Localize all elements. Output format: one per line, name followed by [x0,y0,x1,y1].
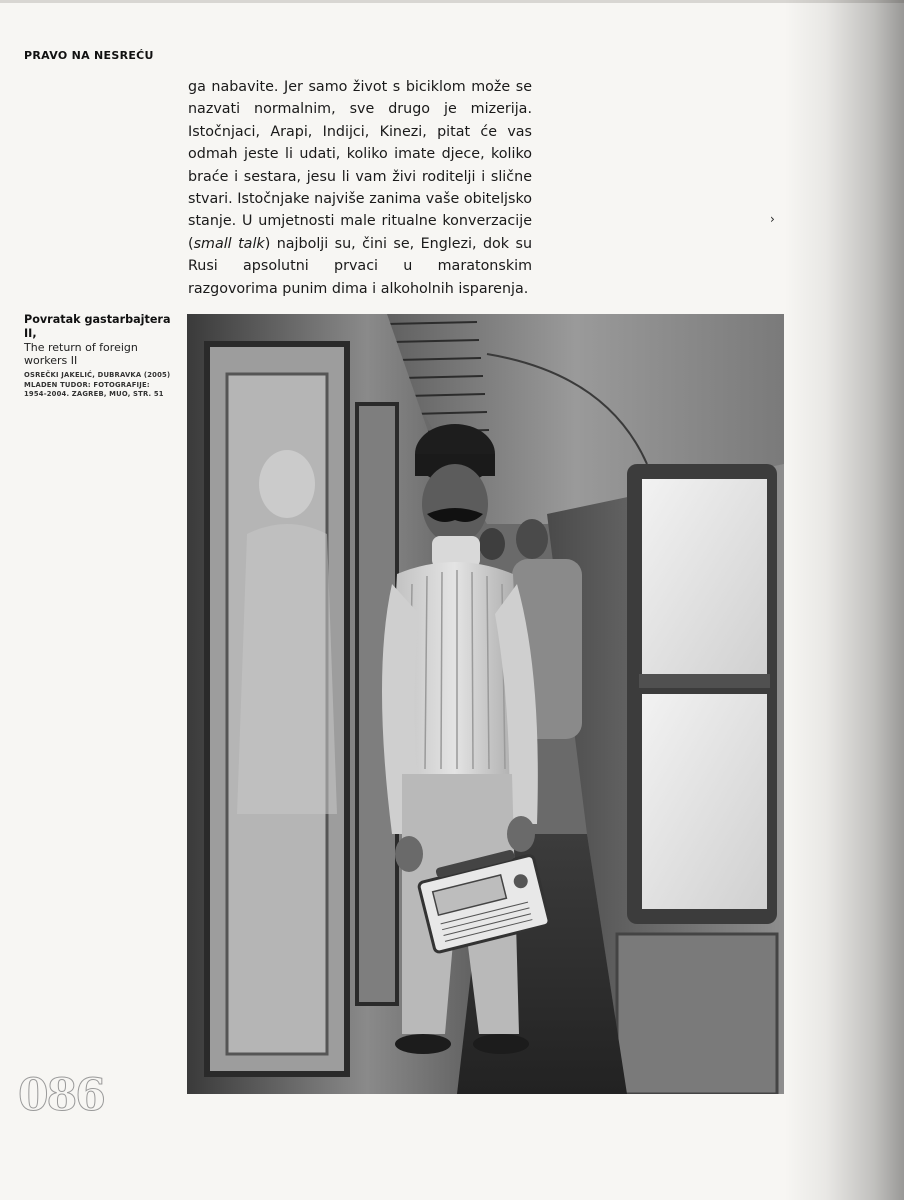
page-number: 086 [18,1070,104,1121]
margin-mark: › [770,212,775,226]
body-text-start: ga nabavite. Jer samo život s biciklom može se nazvati normalnim, sve drugo je mizerija. Istočnjaci, Arapi, Indijci, Kinezi, pitat će vas odmah jeste li udati, koliko imate djece, koliko braće i sestara, jesu li vam živi roditelji i slične stvari. Istočnjake najviše zanima vaše obiteljsko stanje. U umjetnosti male ritualne konverzacije ( [188,79,532,252]
page-gutter-shadow [784,0,904,1200]
caption-source: OSREČKI JAKELIĆ, DUBRAVKA (2005) MLADEN TUDOR: FOTOGRAFIJE: 1954-2004. ZAGREB, MUO, STR. 51 [24,371,171,398]
running-header: PRAVO NA NESREĆU [24,49,154,62]
caption-title: Povratak gastarbajtera II, [24,313,171,340]
body-paragraph [188,76,532,300]
page-top-edge [0,0,904,3]
photo-caption [24,313,174,400]
body-text-end: ) najbolji su, čini se, Englezi, dok su Rusi apsolutni prvaci u maratonskim razgovorima punim dima i alkoholnih isparenja. [188,235,533,297]
caption-title-english: The return of foreign workers II [24,341,138,367]
body-italic-phrase: small talk [193,235,265,252]
train-corridor-photo [187,314,784,1094]
